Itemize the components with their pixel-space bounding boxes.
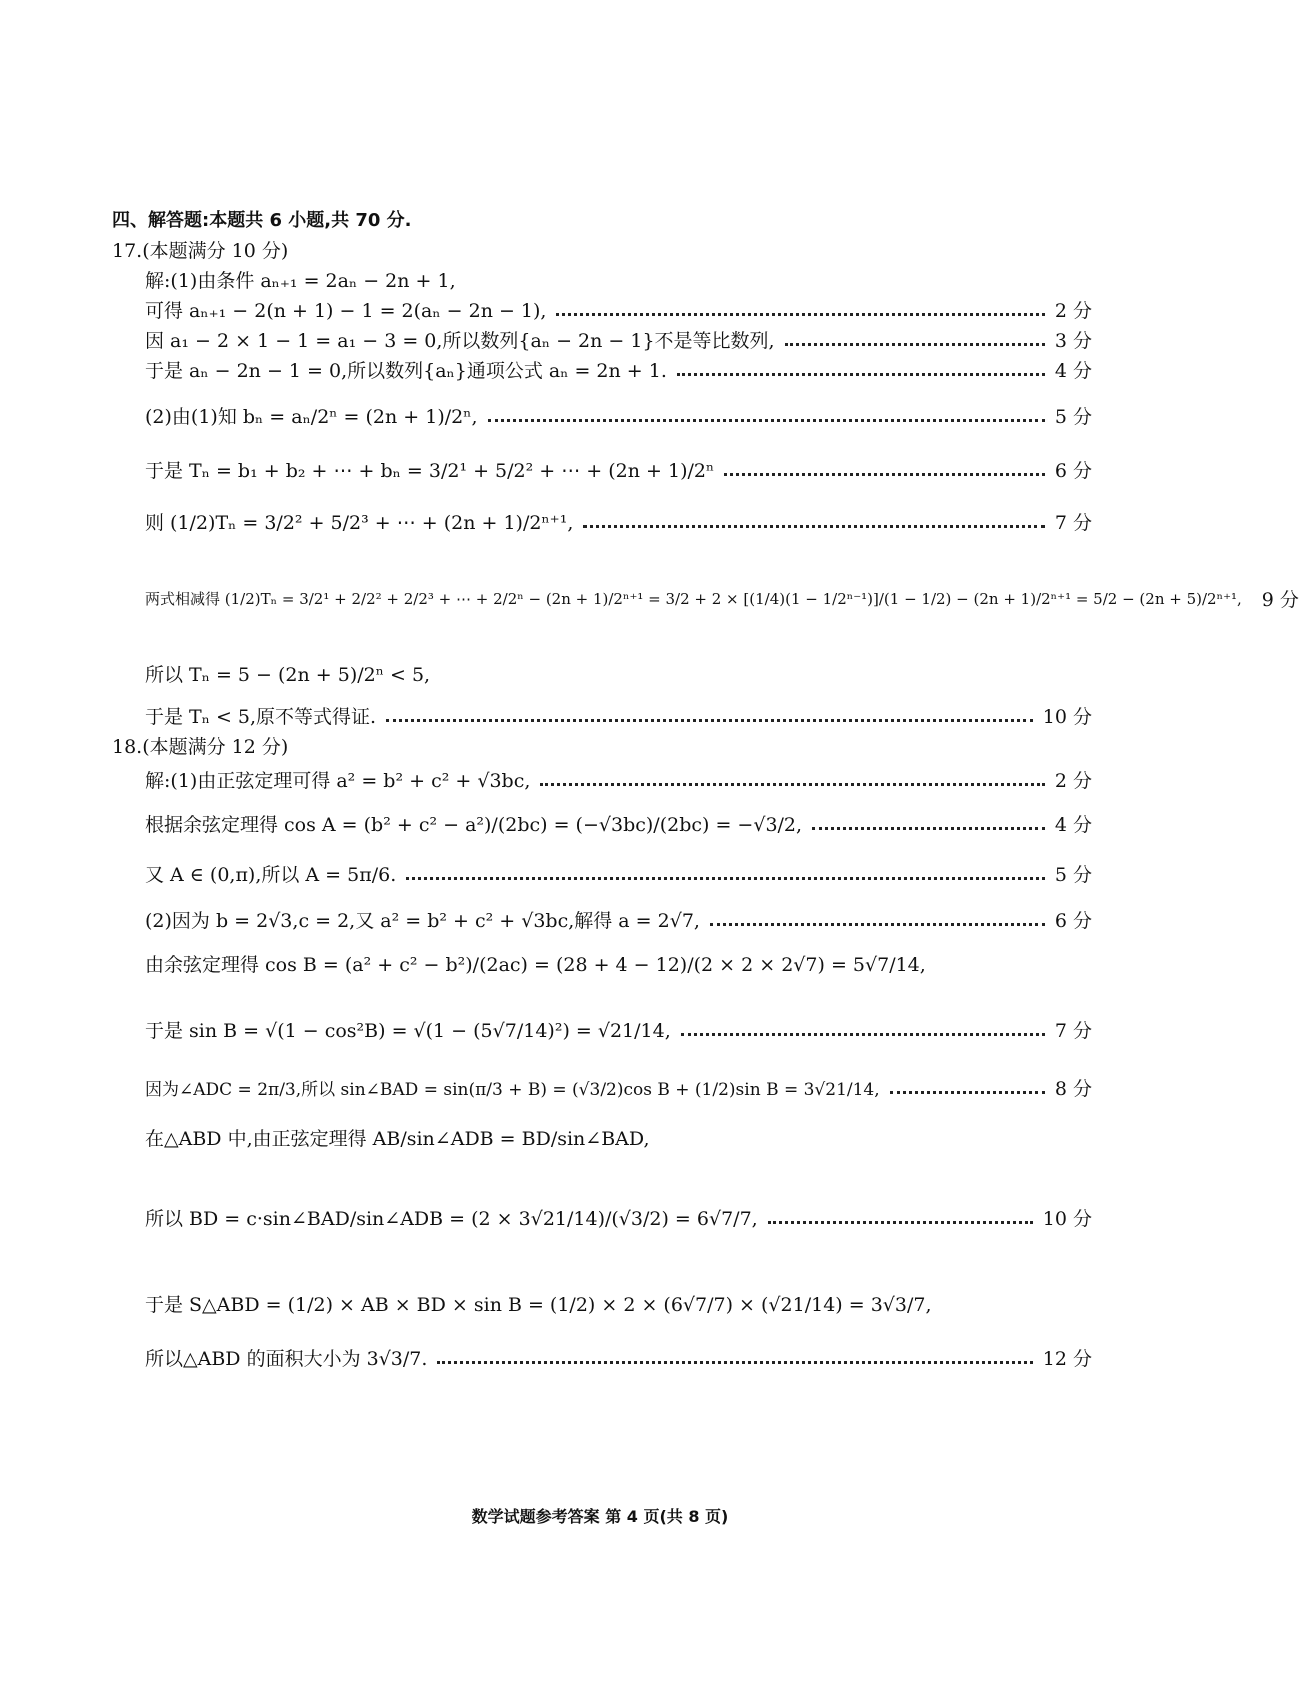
q17-line-8-text: 两式相减得 (1/2)Tₙ = 3/2¹ + 2/2² + 2/2³ + ⋯ + 2/2ⁿ − (2n + 1)/2ⁿ⁺¹ = 3/2 + 2 × [(1/4)(1 − 1/2ⁿ⁻¹)]/(1 − 1/2) − (2n + 1)/2ⁿ⁺¹ = 5/2 − (2n + 5)/2ⁿ⁺¹, — [145, 590, 1242, 608]
q18-line-4-score: 6 分 — [1054, 910, 1092, 932]
q17-line-3-text: 因 a₁ − 2 × 1 − 1 = a₁ − 3 = 0,所以数列{aₙ − 2n − 1}不是等比数列, — [145, 330, 775, 352]
q18-line-4-text: (2)因为 b = 2√3,c = 2,又 a² = b² + c² + √3bc,解得 a = 2√7, — [145, 910, 700, 932]
q18-title-text: 18.(本题满分 12 分) — [112, 736, 289, 758]
q18-line-6-score: 7 分 — [1054, 1020, 1092, 1042]
q18-line-3-text: 又 A ∈ (0,π),所以 A = 5π/6. — [145, 864, 397, 886]
section-header — [112, 206, 1092, 232]
leader-dots — [540, 783, 1044, 786]
q17-line-6-score: 6 分 — [1054, 460, 1092, 482]
q17-line-10 — [145, 702, 1092, 729]
q18-line-9-text: 所以 BD = c·sin∠BAD/sin∠ADB = (2 × 3√21/14)/(√3/2) = 6√7/7, — [145, 1208, 758, 1230]
leader-dots — [583, 525, 1045, 528]
q17-line-9 — [145, 660, 1092, 687]
q17-line-6-text: 于是 Tₙ = b₁ + b₂ + ⋯ + bₙ = 3/2¹ + 5/2² + ⋯ + (2n + 1)/2ⁿ — [145, 460, 715, 482]
q18-line-11 — [145, 1344, 1092, 1371]
q18-line-1 — [145, 766, 1092, 793]
q17-line-3 — [145, 326, 1092, 353]
q18-line-1-score: 2 分 — [1054, 770, 1092, 792]
q17-line-1 — [145, 266, 1092, 293]
q18-line-6 — [145, 1016, 1092, 1043]
leader-dots — [406, 877, 1045, 880]
q18-line-11-text: 所以△ABD 的面积大小为 3√3/7. — [145, 1348, 428, 1370]
leader-dots — [812, 827, 1045, 830]
q18-line-11-score: 12 分 — [1042, 1348, 1092, 1370]
q18-line-5-text: 由余弦定理得 cos B = (a² + c² − b²)/(2ac) = (28 + 4 − 12)/(2 × 2 × 2√7) = 5√7/14, — [145, 954, 926, 976]
leader-dots — [488, 419, 1045, 422]
q17-line-4-score: 4 分 — [1054, 360, 1092, 382]
leader-dots — [890, 1091, 1045, 1094]
leader-dots — [768, 1221, 1033, 1224]
q17-line-5-score: 5 分 — [1054, 406, 1092, 428]
q18-line-2-score: 4 分 — [1054, 814, 1092, 836]
q17-line-2-score: 2 分 — [1054, 300, 1092, 322]
q18-line-7-score: 8 分 — [1054, 1078, 1092, 1100]
q18-line-1-text: 解:(1)由正弦定理可得 a² = b² + c² + √3bc, — [145, 770, 531, 792]
q18-line-9 — [145, 1204, 1092, 1231]
q18-title — [112, 732, 1092, 759]
q17-line-8-score: 9 分 — [1261, 589, 1299, 611]
q18-line-6-text: 于是 sin B = √(1 − cos²B) = √(1 − (5√7/14)²) = √21/14, — [145, 1020, 671, 1042]
leader-dots — [386, 719, 1033, 722]
q18-line-8-text: 在△ABD 中,由正弦定理得 AB/sin∠ADB = BD/sin∠BAD, — [145, 1128, 650, 1150]
q17-line-8 — [145, 585, 1299, 612]
q18-line-2-text: 根据余弦定理得 cos A = (b² + c² − a²)/(2bc) = (−√3bc)/(2bc) = −√3/2, — [145, 814, 803, 836]
section-header-text: 四、解答题:本题共 6 小题,共 70 分. — [112, 210, 412, 231]
q17-line-6 — [145, 456, 1092, 483]
q18-line-7 — [145, 1074, 1092, 1101]
q17-title — [112, 236, 1092, 263]
q18-line-5 — [145, 950, 1092, 977]
q18-line-7-text: 因为∠ADC = 2π/3,所以 sin∠BAD = sin(π/3 + B) = (√3/2)cos B + (1/2)sin B = 3√21/14, — [145, 1080, 880, 1100]
q17-line-10-score: 10 分 — [1042, 706, 1092, 728]
q17-line-7-text: 则 (1/2)Tₙ = 3/2² + 5/2³ + ⋯ + (2n + 1)/2ⁿ⁺¹, — [145, 512, 574, 534]
q17-line-4 — [145, 356, 1092, 383]
q18-line-3-score: 5 分 — [1054, 864, 1092, 886]
leader-dots — [437, 1361, 1032, 1364]
q17-line-9-text: 所以 Tₙ = 5 − (2n + 5)/2ⁿ < 5, — [145, 664, 431, 686]
q18-line-10 — [145, 1290, 1092, 1317]
leader-dots — [556, 313, 1044, 316]
q17-line-2-text: 可得 aₙ₊₁ − 2(n + 1) − 1 = 2(aₙ − 2n − 1), — [145, 300, 547, 322]
leader-dots — [710, 923, 1045, 926]
q17-line-10-text: 于是 Tₙ < 5,原不等式得证. — [145, 706, 377, 728]
q17-line-1-text: 解:(1)由条件 aₙ₊₁ = 2aₙ − 2n + 1, — [145, 270, 456, 292]
q17-line-5-text: (2)由(1)知 bₙ = aₙ/2ⁿ = (2n + 1)/2ⁿ, — [145, 406, 478, 428]
q17-line-2 — [145, 296, 1092, 323]
q18-line-10-text: 于是 S△ABD = (1/2) × AB × BD × sin B = (1/2) × 2 × (6√7/7) × (√21/14) = 3√3/7, — [145, 1294, 932, 1316]
q18-line-3 — [145, 860, 1092, 887]
q17-line-3-score: 3 分 — [1054, 330, 1092, 352]
q17-line-7 — [145, 508, 1092, 535]
q18-line-4 — [145, 906, 1092, 933]
q18-line-2 — [145, 810, 1092, 837]
q18-line-9-score: 10 分 — [1042, 1208, 1092, 1230]
q17-line-7-score: 7 分 — [1054, 512, 1092, 534]
leader-dots — [681, 1033, 1045, 1036]
q17-title-text: 17.(本题满分 10 分) — [112, 240, 289, 262]
q18-line-8 — [145, 1124, 1092, 1151]
leader-dots — [724, 473, 1045, 476]
leader-dots — [677, 373, 1045, 376]
q17-line-5 — [145, 402, 1092, 429]
page-footer: 数学试题参考答案 第 4 页(共 8 页) — [471, 1507, 729, 1526]
leader-dots — [785, 343, 1045, 346]
q17-line-4-text: 于是 aₙ − 2n − 1 = 0,所以数列{aₙ}通项公式 aₙ = 2n + 1. — [145, 360, 667, 382]
